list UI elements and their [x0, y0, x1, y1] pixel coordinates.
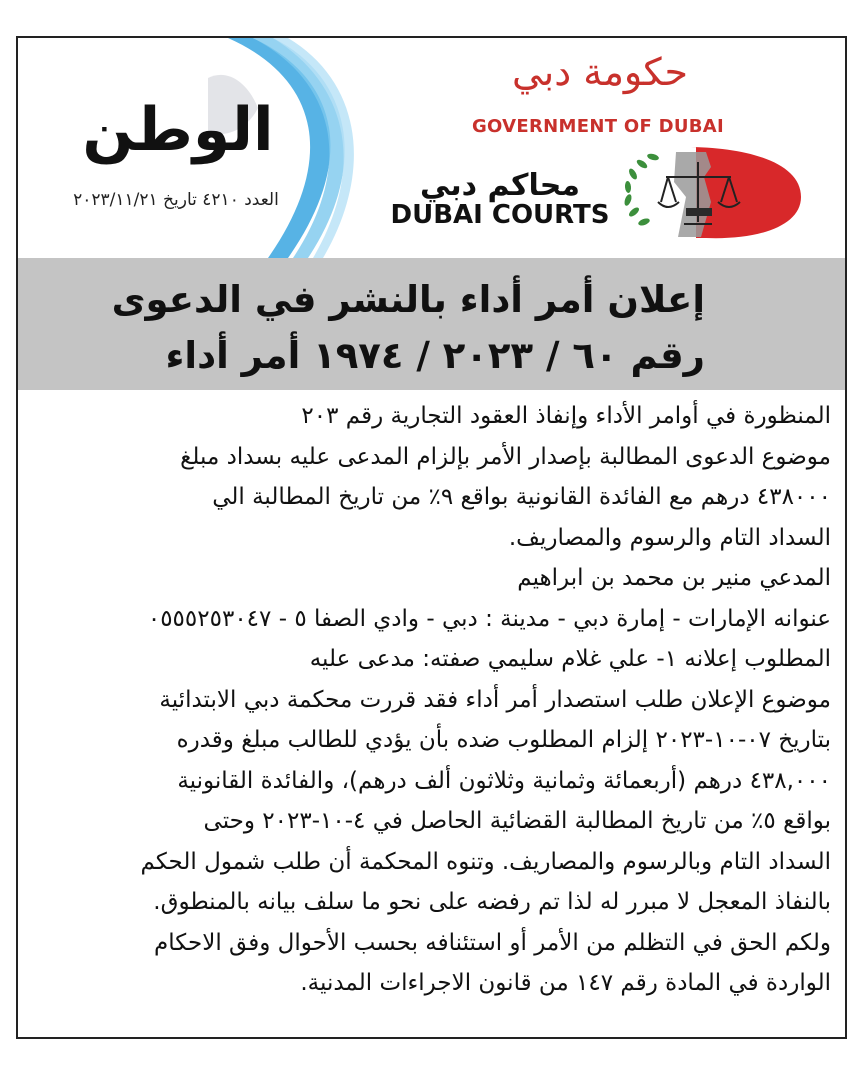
body-line: بتاريخ ٠٧-١٠-٢٠٢٣ إلزام المطلوب ضده بأن يؤدي للطالب مبلغ وقدره — [176, 727, 831, 753]
body-line: السداد التام وبالرسوم والمصاريف. وتنوه المحكمة أن طلب شمول الحكم — [140, 848, 831, 875]
body-line: موضوع الدعوى المطالبة بإصدار الأمر بإلزام المدعى عليه بسداد مبلغ — [180, 443, 831, 470]
body-line: ولكم الحق في التظلم من الأمر أو استئنافه بحسب الأحوال وفق الاحكام — [154, 929, 831, 956]
government-name-english: GOVERNMENT OF DUBAI — [471, 116, 725, 137]
dubai-courts-scales-logo — [616, 142, 806, 242]
body-line: المطلوب إعلانه ١- علي غلام سليمي صفته: مدعى عليه — [309, 646, 831, 672]
body-line: بواقع ٥٪ من تاريخ المطالبة القضائية الحاصل في ٤-١٠-٢٠٢٣ وحتى — [203, 808, 831, 834]
announcement-title-line-2: رقم ٦٠ / ٢٠٢٣ / ١٩٧٤ أمر أداء — [165, 334, 705, 377]
notice-frame — [16, 36, 847, 1039]
body-line: ٤٣٨,٠٠٠ درهم (أربعمائة وثمانية وثلاثون ألف درهم)، والفائدة القانونية — [177, 767, 831, 794]
issue-date-line: العدد ٤٢١٠ تاريخ ٢٠٢٣/١١/٢١ — [73, 190, 279, 210]
body-line: المنظورة في أوامر الأداء وإنفاذ العقود التجارية رقم ٢٠٣ — [301, 403, 831, 429]
newspaper-name: الوطن — [82, 95, 274, 165]
courts-name-english: DUBAI COURTS — [390, 200, 610, 230]
government-name-arabic: حكومة دبي — [511, 50, 689, 94]
body-line: بالنفاذ المعجل لا مبرر له لذا تم رفضه على نحو ما سلف بيانه بالمنطوق. — [153, 889, 831, 915]
notice-header — [18, 38, 845, 258]
body-line: الواردة في المادة رقم ١٤٧ من قانون الاجراءات المدنية. — [300, 970, 831, 996]
courts-name-arabic: محاكم دبي — [420, 168, 580, 203]
body-line: المدعي منير بن محمد بن ابراهيم — [517, 565, 831, 591]
body-line: السداد التام والرسوم والمصاريف. — [508, 524, 831, 551]
announcement-title-line-1: إعلان أمر أداء بالنشر في الدعوى — [111, 278, 705, 321]
announcement-title-banner — [18, 258, 845, 390]
body-line: عنوانه الإمارات - إمارة دبي - مدينة : دبي - وادي الصفا ٥ - ٠٥٥٥٢٥٣٠٤٧ — [147, 605, 831, 632]
body-line: موضوع الإعلان طلب استصدار أمر أداء فقد قررت محكمة دبي الابتدائية — [159, 686, 831, 713]
announcement-body — [30, 396, 831, 1004]
body-line: ٤٣٨٠٠٠ درهم مع الفائدة القانونية بواقع ٩٪ من تاريخ المطالبة الي — [212, 484, 831, 510]
